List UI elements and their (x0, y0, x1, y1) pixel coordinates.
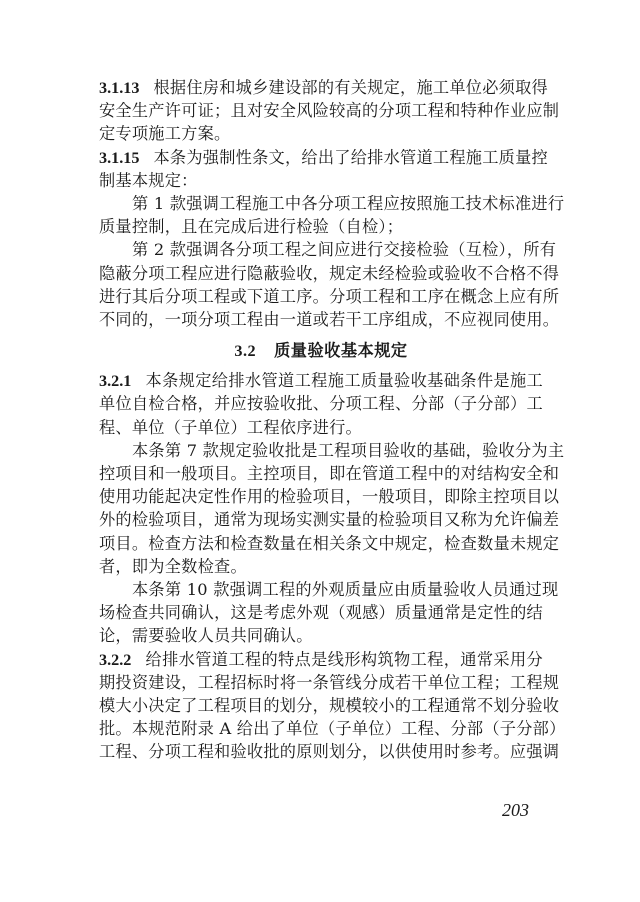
clause-3-1-15 (99, 146, 565, 332)
clause-line: 期投资建设，工程招标时将一条管线分成若干单位工程；工程规 (99, 672, 560, 692)
paragraph-line: 不同的，一项分项工程由一道或若干工序组成，不应视同使用。 (99, 309, 560, 329)
clause-number: 3.2.2 (99, 650, 132, 669)
clause-text: 本条为强制性条文，给出了给排水管道工程施工质量控 (153, 147, 548, 167)
clause-3-2-1 (99, 369, 565, 647)
paragraph-line: 项目。检查方法和检查数量在相关条文中规定，检查数量未规定 (99, 533, 560, 553)
clause-line: 工程、分项工程和验收批的原则划分，以供使用时参考。应强调 (99, 742, 560, 762)
paragraph-line: 场检查共同确认，这是考虑外观（观感）质量通常是定性的结 (99, 603, 543, 623)
clause-line: 模大小决定了工程项目的划分，规模较小的工程通常不划分验收 (99, 695, 560, 715)
page-number: 203 (502, 800, 529, 820)
clause-text: 根据住房和城乡建设部的有关规定，施工单位必须取得 (153, 78, 548, 97)
clause-text: 给排水管道工程的特点是线形构筑物工程，通常采用分 (145, 649, 543, 669)
paragraph-line: 使用功能起决定性作用的检验项目，一般项目，即除主控项目以 (99, 487, 560, 507)
document-page (99, 76, 566, 763)
clause-line: 程、单位（子单位）工程依序进行。 (99, 417, 362, 437)
clause-line (99, 369, 543, 392)
section-heading (99, 339, 543, 362)
paragraph-line: 本条第 7 款规定验收批是工程项目验收的基础，验收分为主 (132, 440, 565, 460)
paragraph-line: 第 1 款强调工程施工中各分项工程应按照施工技术标准进行 (132, 193, 565, 213)
clause-line: 批。本规范附录 A 给出了单位（子单位）工程、分部（子分部） (99, 719, 566, 739)
clause-line: 制基本规定： (99, 170, 198, 190)
clause-number: 3.1.13 (99, 79, 140, 97)
paragraph-line: 进行其后分项工程或下道工序。分项工程和工序在概念上应有所 (99, 286, 560, 306)
paragraph-line: 本条第 10 款强调工程的外观质量应由质量验收人员通过现 (132, 579, 559, 599)
paragraph-line: 控项目和一般项目。主控项目，即在管道工程中的对结构安全和 (99, 464, 560, 483)
clause-3-1-13 (99, 76, 560, 146)
paragraph-line: 质量控制，且在完成后进行检验（自检）； (99, 217, 404, 237)
paragraph-line: 第 2 款强调各分项工程之间应进行交接检验（互检），所有 (132, 240, 557, 260)
clause-number: 3.2.1 (99, 372, 132, 391)
clause-text: 本条规定给排水管道工程施工质量验收基础条件是施工 (145, 371, 543, 391)
section-title-text: 质量验收基本规定 (274, 341, 408, 361)
clause-line: 安全生产许可证；且对安全风险较高的分项工程和特种作业应制 (99, 101, 560, 121)
section-number: 3.2 (234, 342, 257, 361)
paragraph-line: 外的检验项目，通常为现场实测实量的检验项目又称为允许偏差 (99, 510, 560, 530)
paragraph-line: 论，需要验收人员共同确认。 (99, 626, 313, 646)
clause-line (99, 146, 548, 169)
clause-line (99, 648, 543, 671)
clause-line: 单位自检合格，并应按验收批、分项工程、分部（子分部）工 (99, 394, 543, 414)
clause-line (99, 76, 548, 99)
clause-3-2-2 (99, 648, 566, 764)
paragraph-line: 者，即为全数检查。 (99, 556, 247, 576)
paragraph-line: 隐蔽分项工程应进行隐蔽验收，规定未经检验或验收不合格不得 (99, 263, 560, 283)
clause-line: 定专项施工方案。 (99, 124, 231, 144)
clause-number: 3.1.15 (99, 148, 140, 167)
